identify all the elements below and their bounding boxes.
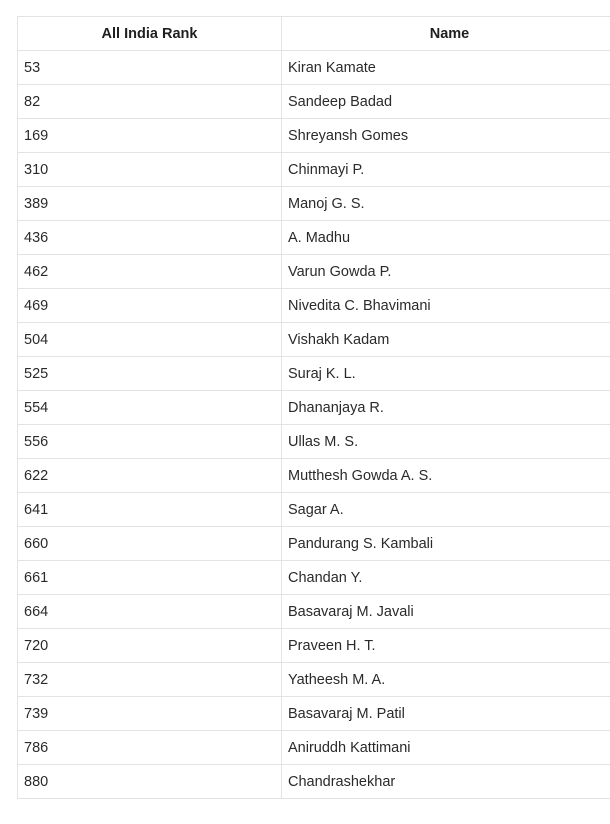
table-row [18, 765, 610, 799]
name-cell: Praveen H. T. [282, 629, 610, 663]
table-row [18, 85, 610, 119]
name-cell: Yatheesh M. A. [282, 663, 610, 697]
name-cell: Shreyansh Gomes [282, 119, 610, 153]
table-row [18, 289, 610, 323]
name-cell: Aniruddh Kattimani [282, 731, 610, 765]
table-row [18, 153, 610, 187]
table-row [18, 629, 610, 663]
rank-cell: 554 [18, 391, 282, 425]
name-cell: Kiran Kamate [282, 51, 610, 85]
rank-cell: 525 [18, 357, 282, 391]
rank-table [17, 16, 610, 799]
name-cell: Vishakh Kadam [282, 323, 610, 357]
name-cell: Chinmayi P. [282, 153, 610, 187]
header-row [18, 17, 610, 51]
table-header [18, 17, 610, 51]
rank-cell: 661 [18, 561, 282, 595]
table-row [18, 221, 610, 255]
rank-cell: 739 [18, 697, 282, 731]
header-name: Name [282, 17, 610, 51]
name-cell: Sandeep Badad [282, 85, 610, 119]
name-cell: Ullas M. S. [282, 425, 610, 459]
table-row [18, 255, 610, 289]
rank-cell: 880 [18, 765, 282, 799]
name-cell: Manoj G. S. [282, 187, 610, 221]
rank-cell: 556 [18, 425, 282, 459]
name-cell: Nivedita C. Bhavimani [282, 289, 610, 323]
rank-cell: 720 [18, 629, 282, 663]
table-row [18, 527, 610, 561]
table-row [18, 459, 610, 493]
name-cell: Basavaraj M. Javali [282, 595, 610, 629]
table-row [18, 561, 610, 595]
name-cell: Chandrashekhar [282, 765, 610, 799]
rank-cell: 53 [18, 51, 282, 85]
table-body [18, 51, 610, 799]
rank-cell: 732 [18, 663, 282, 697]
name-cell: Varun Gowda P. [282, 255, 610, 289]
rank-cell: 436 [18, 221, 282, 255]
rank-cell: 622 [18, 459, 282, 493]
table-row [18, 323, 610, 357]
rank-cell: 664 [18, 595, 282, 629]
table-row [18, 595, 610, 629]
rank-cell: 504 [18, 323, 282, 357]
table-row [18, 187, 610, 221]
name-cell: Suraj K. L. [282, 357, 610, 391]
rank-cell: 660 [18, 527, 282, 561]
table-row [18, 391, 610, 425]
name-cell: A. Madhu [282, 221, 610, 255]
table-row [18, 663, 610, 697]
header-all-india-rank: All India Rank [18, 17, 282, 51]
rank-cell: 469 [18, 289, 282, 323]
table-row [18, 51, 610, 85]
rank-cell: 389 [18, 187, 282, 221]
rank-cell: 82 [18, 85, 282, 119]
rank-cell: 310 [18, 153, 282, 187]
name-cell: Pandurang S. Kambali [282, 527, 610, 561]
name-cell: Basavaraj M. Patil [282, 697, 610, 731]
table-row [18, 493, 610, 527]
name-cell: Mutthesh Gowda A. S. [282, 459, 610, 493]
table-row [18, 119, 610, 153]
table-row [18, 731, 610, 765]
rank-cell: 169 [18, 119, 282, 153]
table-row [18, 357, 610, 391]
name-cell: Dhananjaya R. [282, 391, 610, 425]
name-cell: Sagar A. [282, 493, 610, 527]
rank-cell: 786 [18, 731, 282, 765]
name-cell: Chandan Y. [282, 561, 610, 595]
table-row [18, 697, 610, 731]
rank-cell: 462 [18, 255, 282, 289]
rank-cell: 641 [18, 493, 282, 527]
table-row [18, 425, 610, 459]
